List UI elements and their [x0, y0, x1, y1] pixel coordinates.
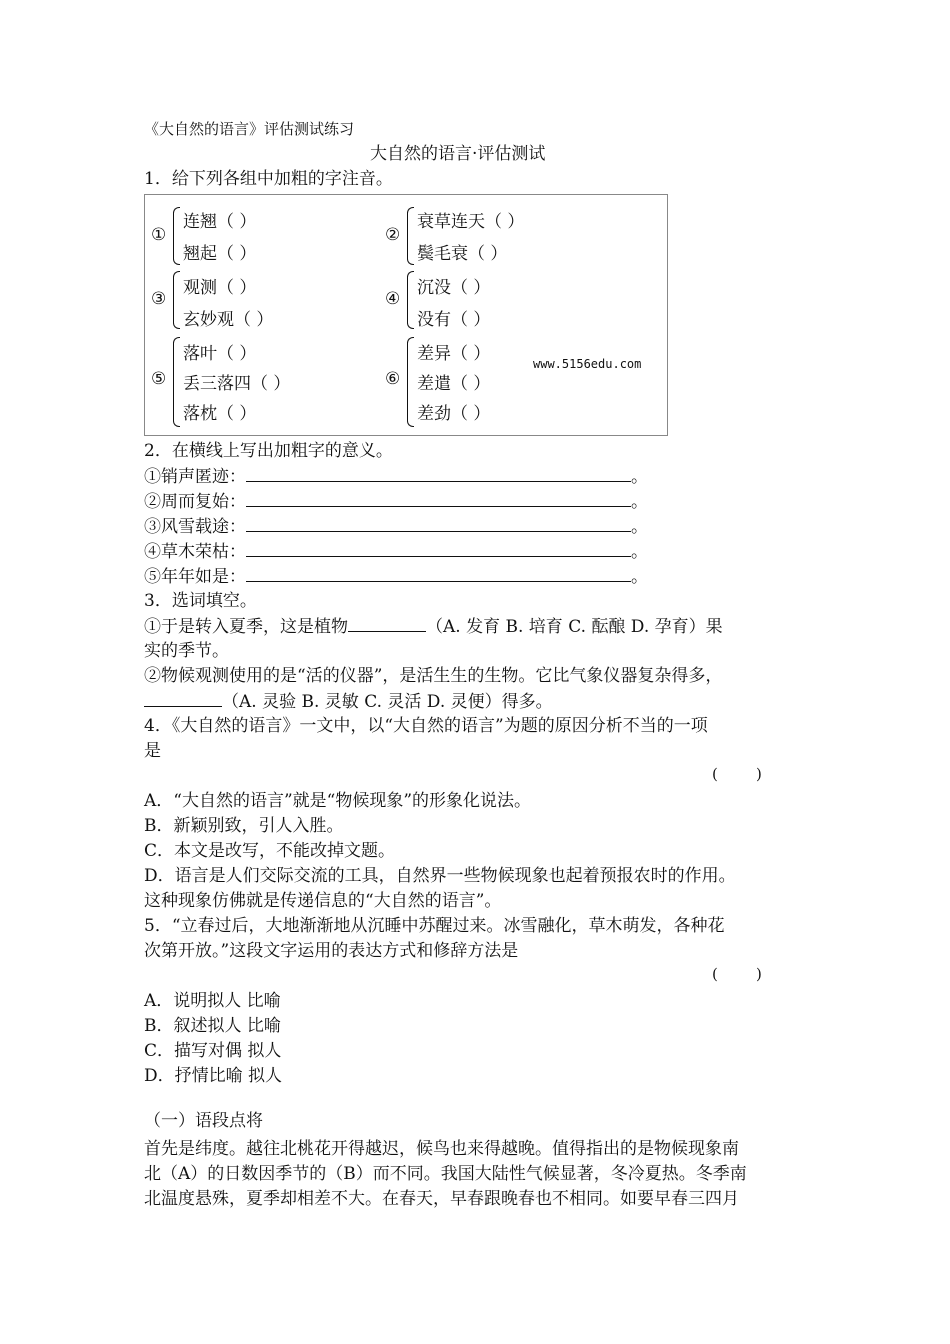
item-end: 。 [631, 492, 648, 512]
answer-blank[interactable] [246, 465, 631, 482]
item-label: ⑤年年如是： [144, 567, 246, 587]
page-title: 大自然的语言·评估测试 [370, 144, 546, 164]
item-end: 。 [631, 517, 648, 537]
line-text: ①于是转入夏季，这是植物 [144, 617, 348, 637]
group-item: 差劲（ ） [417, 404, 491, 424]
paragraph-line: 北温度悬殊，夏季却相差不大。在春天，早春跟晚春也不相同。如要早春三四月 [144, 1189, 739, 1209]
question-5-line: 次第开放。”这段文字运用的表达方式和修辞方法是 [144, 941, 519, 961]
question-2-item [144, 515, 648, 538]
watermark-text: www.5156edu.com [533, 357, 642, 371]
item-end: 。 [631, 567, 648, 587]
paragraph-line: 首先是纬度。越往北桃花开得越迟，候鸟也来得越晚。值得指出的是物候现象南 [144, 1139, 739, 1159]
question-2-item [144, 465, 648, 488]
option-c: C．本文是改写，不能改掉文题。 [144, 841, 396, 861]
group-number: ② [385, 225, 401, 245]
group-item: 落叶（ ） [183, 344, 257, 364]
group-item: 衰草连天（ ） [417, 212, 525, 232]
answer-blank[interactable] [246, 515, 631, 532]
answer-blank[interactable] [246, 540, 631, 557]
item-label: ③风雪载途： [144, 517, 246, 537]
question-2-prompt: 2．在横线上写出加粗字的意义。 [144, 441, 393, 461]
answer-paren[interactable]: ( ) [712, 965, 762, 983]
brace-icon [407, 337, 414, 427]
option-c: C．描写对偶 拟人 [144, 1041, 282, 1061]
option-d-continued: 这种现象仿佛就是传递信息的“大自然的语言”。 [144, 891, 502, 911]
brace-icon [173, 337, 180, 427]
question-1-prompt: 1．给下列各组中加粗的字注音。 [144, 169, 393, 189]
answer-blank[interactable] [246, 490, 631, 507]
line-text: （A. 发育 B. 培育 C. 酝酿 D. 孕育）果 [426, 617, 723, 637]
question-2-item [144, 540, 648, 563]
item-label: ④草木荣枯： [144, 542, 246, 562]
option-b: B．叙述拟人 比喻 [144, 1016, 281, 1036]
question-5-line: 5．“立春过后，大地渐渐地从沉睡中苏醒过来。冰雪融化，草木萌发，各种花 [144, 916, 725, 936]
section-heading: （一）语段点将 [144, 1111, 263, 1131]
brace-icon [173, 207, 180, 265]
document-title: 《大自然的语言》评估测试练习 [144, 120, 355, 138]
brace-icon [407, 207, 414, 265]
group-item: 落枕（ ） [183, 404, 257, 424]
brace-icon [407, 271, 414, 329]
question-3-prompt: 3．选词填空。 [144, 591, 257, 611]
group-number: ⑥ [385, 369, 401, 389]
option-a: A．说明拟人 比喻 [144, 991, 281, 1011]
question-3-line: ②物候观测使用的是“活的仪器”，是活生生的生物。它比气象仪器复杂得多， [144, 666, 723, 686]
question-2-item [144, 490, 648, 513]
pinyin-box [144, 194, 668, 436]
group-item: 观测（ ） [183, 278, 257, 298]
group-number: ⑤ [151, 369, 167, 389]
option-a: A．“大自然的语言”就是“物候现象”的形象化说法。 [144, 791, 532, 811]
line-text: （A. 灵验 B. 灵敏 C. 灵活 D. 灵便）得多。 [222, 692, 553, 712]
question-4-line: 4．《大自然的语言》一文中，以“大自然的语言”为题的原因分析不当的一项 [144, 716, 708, 736]
answer-paren[interactable]: ( ) [712, 765, 762, 783]
question-2-item [144, 565, 648, 588]
item-end: 。 [631, 542, 648, 562]
option-d: D．语言是人们交际交流的工具，自然界一些物候现象也起着预报农时的作用。 [144, 866, 736, 886]
option-b: B．新颖别致，引人入胜。 [144, 816, 344, 836]
group-item: 丢三落四（ ） [183, 374, 291, 394]
answer-blank[interactable] [144, 690, 222, 707]
option-d: D．抒情比喻 拟人 [144, 1066, 283, 1086]
item-label: ②周而复始： [144, 492, 246, 512]
group-item: 差遣（ ） [417, 374, 491, 394]
item-end: 。 [631, 467, 648, 487]
answer-blank[interactable] [348, 615, 426, 632]
question-3-line [144, 615, 723, 638]
paragraph-line: 北（A）的日数因季节的（B）而不同。我国大陆性气候显著，冬冷夏热。冬季南 [144, 1164, 747, 1184]
question-3-line [144, 690, 553, 713]
question-3-line: 实的季节。 [144, 641, 229, 661]
group-item: 连翘（ ） [183, 212, 257, 232]
group-item: 鬓毛衰（ ） [417, 244, 508, 264]
answer-blank[interactable] [246, 565, 631, 582]
question-4-line: 是 [144, 741, 161, 761]
group-number: ④ [385, 289, 401, 309]
group-item: 沉没（ ） [417, 278, 491, 298]
group-item: 玄妙观（ ） [183, 310, 274, 330]
brace-icon [173, 271, 180, 329]
item-label: ①销声匿迹： [144, 467, 246, 487]
group-item: 没有（ ） [417, 310, 491, 330]
group-number: ③ [151, 289, 167, 309]
group-item: 差异（ ） [417, 344, 491, 364]
group-item: 翘起（ ） [183, 244, 257, 264]
group-number: ① [151, 225, 167, 245]
